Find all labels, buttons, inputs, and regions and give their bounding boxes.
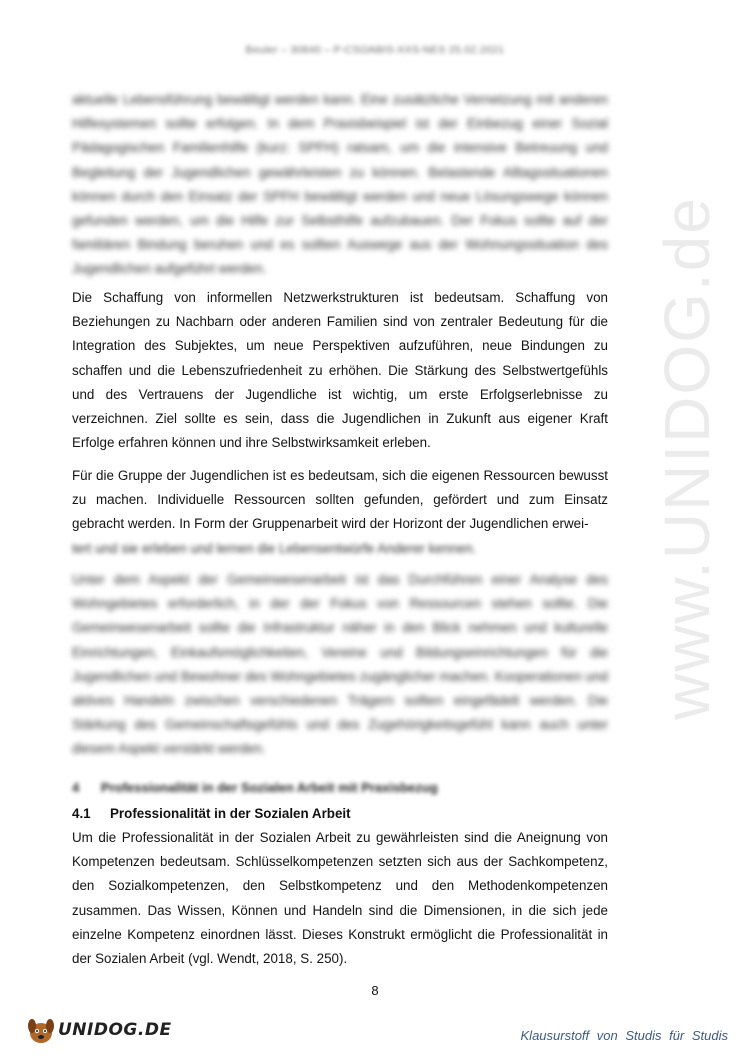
dog-icon	[24, 1013, 58, 1047]
section-heading-4	[72, 776, 608, 800]
section-heading-4-1	[72, 802, 608, 826]
footer-tagline: Klausurstoff von Studis für Studis	[520, 1028, 728, 1043]
heading-text: 4 Professionalität in der Sozialen Arbeit mit Praxisbezug	[72, 780, 438, 795]
paragraph-text: Um die Professionalität in der Sozialen Arbeit zu gewährleisten sind die Aneignung von Kompetenzen bedeutsam. Schlüsselkompetenzen setzten sich aus der Sachkompetenz, den Sozialkompetenzen, den Selbstkompetenz und den Methodenkompetenzen zusammen. Das Wissen, Können und Handeln sind die Dimensionen, in die sich jede einzelne Kompetenz einordnen lässt. Dieses Konstrukt ermöglicht die Professionalität in der Sozialen Arbeit (vgl. Wendt, 2018, S. 250).	[72, 830, 608, 967]
heading-title: Professionalität in der Sozialen Arbeit	[110, 806, 351, 821]
unidog-logo	[24, 1013, 172, 1047]
blurred-text: Unter dem Aspekt der Gemeinwesenarbeit ist das Durchführen einer Analyse des Wohngebietes erforderlich, in der der Fokus von Ressourcen stehen sollte. Die Gemeinwesenarbeit sollte die Infrastruktur näher in den Blick nehmen und kulturelle Einrichtungen, Einkaufsmöglichkeiten, Vereine und Bildungseinrichtungen für die Jugendlichen und Bewohner des Wohngebietes zugänglicher machen. Kooperationen und aktives Handeln zwischen verschiedenen Trägern sollten eingefädelt werden. Die Stärkung des Gemeinschaftsgefühls und des Zugehörigkeitsgefühl kann auch unter diesem Aspekt verstärkt werden.	[72, 572, 608, 757]
page-number: 8	[371, 983, 379, 998]
paragraph-text-clear: Für die Gruppe der Jugendlichen ist es bedeutsam, sich die eigenen Ressourcen bewusst zu machen. Individuelle Ressourcen sollten gefunden, gefördert und zum Einsatz gebracht werden. In Form der Gruppenarbeit wird der Horizont der Jugendlichen erwei-	[72, 468, 608, 532]
paragraph-4-1	[72, 826, 608, 971]
blurred-text: aktuelle Lebensführung bewältigt werden kann. Eine zusätzliche Vernetzung mit anderen Hilfesystemen sollte erfolgen. In dem Praxisbeispiel ist der Einbezug einer Sozial Pädagogischen Familienhilfe (kurz: SPFH) ratsam, um die intensive Betreuung und Begleitung der Jugendlichen gewährleisten zu können. Belastende Alltagssituationen können durch den Einsatz der SPFH bewältigt werden und neue Lösungswege können gefunden werden, um die Hilfe zur Selbsthilfe aufzubauen. Der Fokus sollte auf der familiären Bindung beruhen und es sollten Auswege aus der Wohnungssituation des Jugendlichen aufgeführt werden.	[72, 92, 608, 277]
paragraph-group	[72, 464, 608, 561]
blurred-paragraph-top	[72, 88, 608, 282]
paragraph-networks	[72, 286, 608, 455]
page-header: Beuler – 30840 – P-CSOABIS-XXS-NES 25.02.2021	[245, 44, 505, 56]
logo-text: UNIDOG.DE	[58, 1020, 172, 1040]
paragraph-text-blurred: tert und sie erleben und lernen die Lebensentwürfe Anderer kennen.	[72, 540, 477, 556]
watermark: www.UNIDOG.de	[651, 196, 723, 720]
paragraph-text: Die Schaffung von informellen Netzwerkstrukturen ist bedeutsam. Schaffung von Beziehungen zu Nachbarn oder anderen Familien sind von zentraler Bedeutung für die Integration des Subjektes, um neue Perspektiven aufzuführen, neue Bindungen zu schaffen und die Lebenszufriedenheit zu erhöhen. Die Stärkung des Selbstwertgefühls und des Vertrauens der Jugendliche ist wichtig, um erste Erfolgserlebnisse zu verzeichnen. Ziel sollte es sein, dass die Jugendlichen in Zukunft aus eigener Kraft Erfolge erfahren können und ihre Selbstwirksamkeit erleben.	[72, 290, 608, 451]
blurred-paragraph-community	[72, 568, 608, 762]
heading-number: 4.1	[72, 806, 91, 821]
